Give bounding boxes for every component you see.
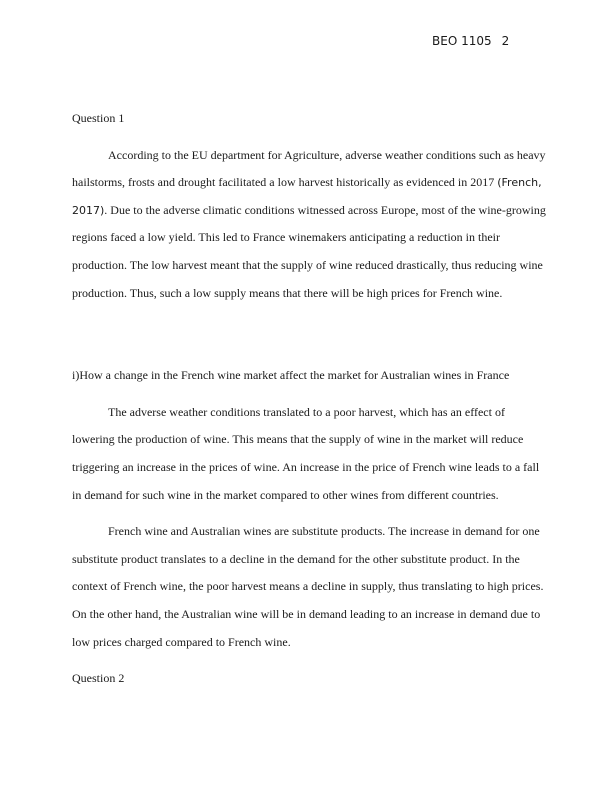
question-1-text-start: According to the EU department for Agriculture, adverse weather conditions such as heavy hailstorms, frosts and drought facilitated a low harvest historically as evidenced in 2017 (72, 147, 546, 190)
sub-question-i-paragraph-1: The adverse weather conditions translated to a poor harvest, which has an effect of lowering the production of wine. This means that the supply of wine in the market will reduce triggering an increase in the prices of wine. An increase in the price of French wine leads to a fall in demand for such wine in the market compared to other wines from different countries. (72, 404, 540, 502)
sub-question-i-heading: i)How a change in the French wine market affect the market for Australian wines in France (72, 368, 510, 383)
course-code: BEO 1105 (432, 34, 492, 48)
question-2-heading: Question 2 (72, 671, 125, 686)
document-body (72, 105, 547, 693)
page-number: 2 (501, 34, 510, 48)
question-1-text-end: . Due to the adverse climatic conditions witnessed across Europe, most of the wine-growing regions faced a low yield. This led to France winemakers anticipating a reduction in their production. The low harvest meant that the supply of wine reduced drastically, thus reducing wine production. Thus, such a low supply means that there will be high prices for French wine. (72, 202, 546, 300)
question-1-heading: Question 1 (72, 111, 125, 125)
page-header (432, 34, 509, 48)
question-1-paragraph (72, 142, 547, 308)
sub-question-i-paragraph-2: French wine and Australian wines are substitute products. The increase in demand for one substitute product translates to a decline in the demand for the other substitute product. In the context of French wine, the poor harvest means a decline in supply, thus translating to high prices. On the other hand, the Australian wine will be in demand leading to an increase in demand due to low prices charged compared to French wine. (72, 524, 544, 649)
citation: (French, 2017) (72, 176, 542, 217)
